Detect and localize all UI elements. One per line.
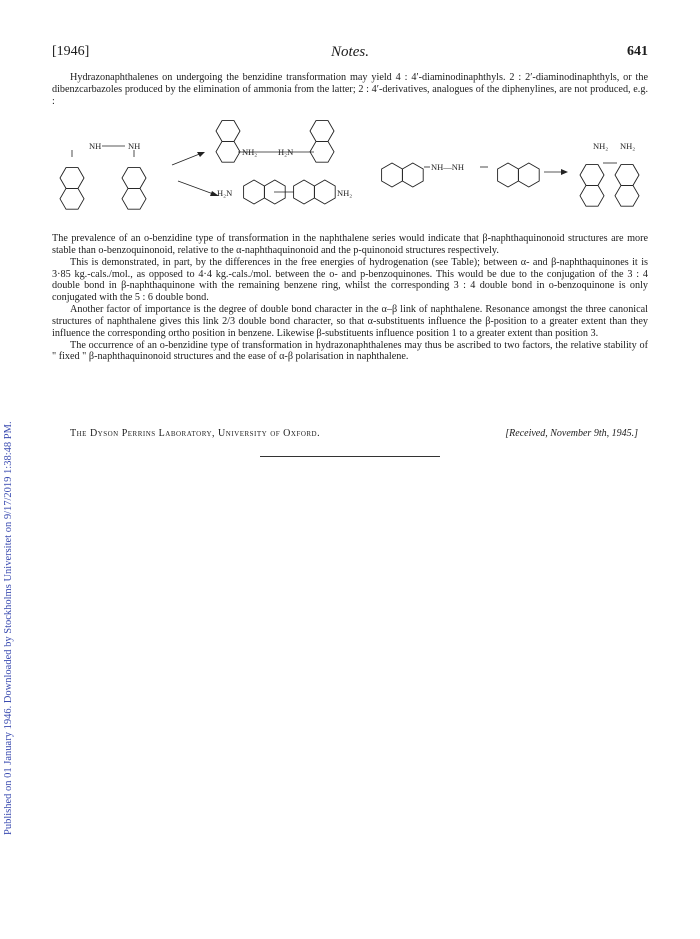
- top-product-amine-1: NH₂: [242, 147, 258, 157]
- page-header: [52, 44, 648, 64]
- intro-text: [52, 72, 648, 108]
- right-hydrazo-label: NH—NH: [431, 162, 465, 172]
- right-reactant-structure: [382, 162, 540, 187]
- received-date: [Received, November 9th, 1945.]: [505, 428, 638, 439]
- left-reactant-structure: [60, 141, 146, 209]
- reaction-scheme: [52, 115, 652, 215]
- right-product-structure: [580, 141, 639, 206]
- bottom-product-structure: [217, 180, 352, 204]
- paragraph-2: This is demonstrated, in part, by the differences in the free energies of hydrogenation (see Table); between α- and β-naphthaquinones it is 3·85 kg.-cals./mol., as opposed to 4·4 kg.-cals./mol. between the o- and p-benzoquinones. This would be due to the conjugation of the 3 : 4 double bond in β-naphthaquinone with the remaining benzene ring, whilst the corresponding 3 : 4 double bond in o-benzoquinone is only conjugated with the 5 : 6 double bond.: [52, 256, 648, 304]
- left-nh-label-2: NH: [128, 141, 141, 151]
- section-divider: [260, 456, 440, 457]
- top-product-structure: [216, 121, 334, 163]
- page-number: 641: [627, 44, 648, 59]
- right-product-amine-1: NH₂: [593, 141, 609, 151]
- download-watermark[interactable]: Published on 01 January 1946. Downloaded by Stockholms Universitet on 9/17/2019 1:38:48 PM.: [3, 421, 14, 835]
- reaction-scheme-drawing: [52, 115, 652, 215]
- paragraph-3: Another factor of importance is the degree of double bond character in the α–β link of naphthalene. Resonance amongst the three canonical structures of naphthalene gives this link 2/3 double bond character, so that α-substituents influence the β-position to a greater extent than they influence the corresponding ortho position in benzene. Likewise β-substituents influence position 1 to a greater extent than position 3.: [52, 304, 648, 339]
- intro-paragraph: Hydrazonaphthalenes on undergoing the benzidine transformation may yield 4 : 4′-diaminodinaphthyls. 2 : 2′-diaminodinaphthyls, or the dibenzcarbazoles produced by the elimination of ammonia from the latter; 2 : 4′-derivatives, analogues of the diphenylines, are not produced, e.g. :: [52, 72, 648, 107]
- arrow-down: [178, 181, 216, 195]
- top-product-amine-2: H₂N: [278, 147, 294, 157]
- arrow-up: [172, 153, 202, 165]
- laboratory-affiliation: The Dyson Perrins Laboratory, University of Oxford.: [70, 428, 321, 439]
- signature-line: [70, 428, 638, 440]
- paragraph-4: The occurrence of an o-benzidine type of transformation in hydrazonaphthalenes may thus be ascribed to two factors, the relative stability of " fixed " β-naphthaquinonoid structures and the ease of α-β polarisation in naphthalene.: [52, 339, 648, 363]
- body-text: [52, 233, 648, 363]
- journal-year: [1946]: [52, 44, 90, 59]
- bottom-product-amine-2: NH₂: [337, 188, 353, 198]
- right-product-amine-2: NH₂: [620, 141, 636, 151]
- left-nh-label-1: NH: [89, 141, 102, 151]
- section-title: Notes.: [331, 44, 369, 60]
- bottom-product-amine-1: H₂N: [217, 188, 233, 198]
- paragraph-1: The prevalence of an o-benzidine type of transformation in the naphthalene series would indicate that β-naphthaquinonoid structures are more stable than o-benzoquinonoid, relative to the α-naphthaquinonoid and the p-quinonoid structures respectively.: [52, 233, 648, 256]
